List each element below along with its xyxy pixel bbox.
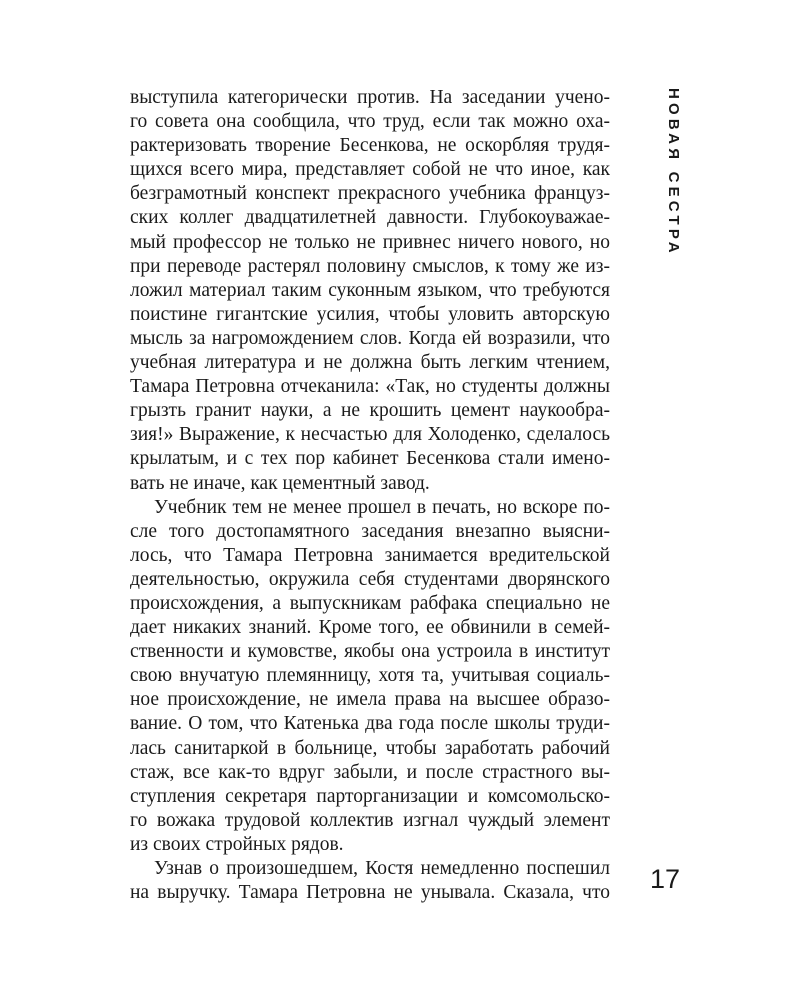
text-line: происхождения, а выпускникам рабфака специально не xyxy=(130,592,610,614)
text-line: мысль за нагромождением слов. Когда ей возразили, что xyxy=(130,327,610,349)
text-line: крылатым, и с тех пор кабинет Бесенкова стали имено- xyxy=(130,448,610,470)
paragraph-end-line: из своих стройных рядов. xyxy=(130,833,344,855)
text-line: свою внучатую племянницу, хотя та, учитывая социаль- xyxy=(130,665,610,687)
running-title: НОВАЯ СЕСТРА xyxy=(665,88,682,257)
text-line: ступления секретаря парторганизации и комсомольско- xyxy=(130,785,610,807)
text-line: при переводе растерял половину смыслов, к тому же из- xyxy=(130,255,610,277)
body-text xyxy=(130,86,610,905)
text-line: лась санитаркой в больнице, чтобы заработать рабочий xyxy=(130,737,610,759)
text-line: на выручку. Тамара Петровна не унывала. Сказала, что xyxy=(130,882,610,904)
page-number: 17 xyxy=(650,864,681,894)
text-line: безграмотный конспект прекрасного учебника француз- xyxy=(130,183,610,205)
text-line: го вожака трудовой коллектив изгнал чуждый элемент xyxy=(130,809,610,831)
text-line: ное происхождение, не имела права на высшее образо- xyxy=(130,689,610,711)
text-line: го совета она сообщила, что труд, если так можно оха- xyxy=(130,111,610,133)
paragraph-first-line: Узнав о произошедшем, Костя немедленно поспешил xyxy=(154,858,610,879)
text-line: поистине гигантские усилия, чтобы уловить авторскую xyxy=(130,303,610,325)
text-line: ственности и кумовстве, якобы она устроила в институт xyxy=(130,641,610,663)
text-line: стаж, все как-то вдруг забыли, и после страстного вы- xyxy=(130,761,610,783)
paragraph-first-line: Учебник тем не менее прошел в печать, но вскоре по- xyxy=(154,496,610,518)
text-line: ских коллег двадцатилетней давности. Глубокоуважае- xyxy=(130,207,610,229)
text-line: учебная литература и не должна быть легким чтением, xyxy=(130,352,610,374)
text-line: Тамара Петровна отчеканила: «Так, но студенты должны xyxy=(130,376,610,398)
text-line: выступила категорически против. На заседании учено- xyxy=(130,87,610,108)
text-line: мый профессор не только не привнес ничего нового, но xyxy=(130,231,610,253)
text-line: грызть гранит науки, а не крошить цемент наукообра- xyxy=(130,400,610,422)
text-line: дает никаких знаний. Кроме того, ее обвинили в семей- xyxy=(130,617,610,639)
text-line: сле того достопамятного заседания внезапно выясни- xyxy=(130,520,610,542)
text-line: зия!» Выражение, к несчастью для Холоденко, сделалось xyxy=(130,424,610,446)
text-line: вание. О том, что Катенька два года после школы труди- xyxy=(130,713,610,735)
text-line: лось, что Тамара Петровна занимается вредительской xyxy=(130,544,610,566)
text-line: щихся всего мира, представляет собой не что иное, как xyxy=(130,159,610,181)
text-line: деятельностью, окружила себя студентами дворянского xyxy=(130,568,610,590)
paragraph-end-line: вать не иначе, как цементный завод. xyxy=(130,472,430,494)
text-line: рактеризовать творение Бесенкова, не оскорбляя трудя- xyxy=(130,135,610,157)
text-line: ложил материал таким суконным языком, что требуются xyxy=(130,279,610,301)
